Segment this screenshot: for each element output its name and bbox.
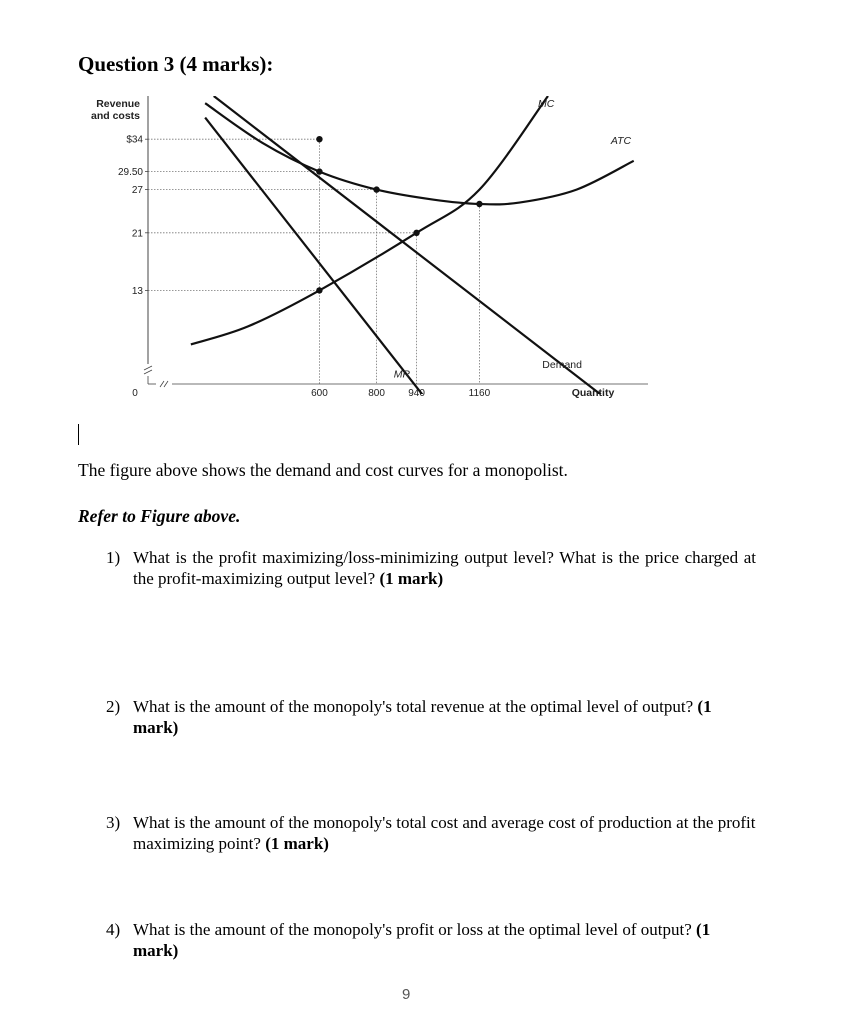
- question-number: 1): [106, 548, 121, 567]
- demand-label: Demand: [542, 359, 582, 372]
- question-number: 4): [106, 920, 121, 939]
- question-mark: (1 mark): [265, 834, 329, 853]
- demand-curve: [214, 96, 634, 420]
- x-axis-break: [160, 381, 168, 387]
- x-axis-title: Quantity: [571, 387, 615, 399]
- question-text: What is the profit maximizing/loss-minimizing output level? What is the price charged at the profit-maximizing output level?: [133, 548, 756, 588]
- mc-curve: [191, 96, 548, 344]
- atc-label: ATC: [610, 135, 632, 148]
- intersection-point: [316, 136, 322, 142]
- y-axis-title: and costs: [90, 110, 140, 122]
- question-number: 2): [106, 697, 121, 716]
- question-mark: (1 mark): [379, 569, 444, 588]
- question-text: What is the amount of the monopoly's profit or loss at the optimal level of output?: [133, 920, 692, 939]
- question-4: [106, 919, 756, 961]
- question-heading: Question 3 (4 marks):: [78, 52, 274, 76]
- y-tick-label: 21: [131, 228, 143, 240]
- question-text: What is the amount of the monopoly's total revenue at the optimal level of output?: [133, 697, 694, 716]
- text-cursor: [78, 424, 79, 445]
- y-axis-title: Revenue: [96, 98, 140, 110]
- mc-label: MC: [538, 98, 555, 110]
- question-text: What is the amount of the monopoly's total cost and average cost of production at the profit maximizing point?: [133, 813, 756, 853]
- question-2: [106, 696, 756, 738]
- intersection-point: [413, 230, 419, 236]
- x-tick-label: 600: [311, 388, 328, 399]
- question-1: [106, 547, 756, 589]
- question-mark: (1 mark): [133, 920, 711, 960]
- monopoly-chart: [0, 0, 864, 420]
- mr-label: MR: [393, 368, 411, 381]
- y-tick-label: 27: [131, 185, 143, 197]
- question-mark: (1 mark): [133, 697, 712, 737]
- question-number: 3): [106, 813, 121, 832]
- intersection-point: [316, 168, 322, 174]
- x-tick-label: 800: [368, 388, 385, 399]
- mr-curve: [205, 118, 448, 420]
- y-tick-label: 29.50: [117, 167, 143, 179]
- y-tick-label: $34: [126, 134, 143, 146]
- origin-label: 0: [132, 388, 138, 399]
- x-tick-label: 1160: [468, 388, 491, 399]
- figure-caption: The figure above shows the demand and cost curves for a monopolist.: [78, 460, 568, 480]
- x-tick-label: 940: [408, 388, 425, 399]
- intersection-point: [373, 186, 379, 192]
- y-tick-label: 13: [131, 285, 143, 297]
- question-3: [106, 812, 756, 854]
- intersection-point: [316, 287, 322, 293]
- refer-instruction: Refer to Figure above.: [78, 506, 241, 526]
- page-number: 9: [402, 986, 411, 1003]
- y-axis-break: [144, 366, 152, 374]
- intersection-point: [476, 201, 482, 207]
